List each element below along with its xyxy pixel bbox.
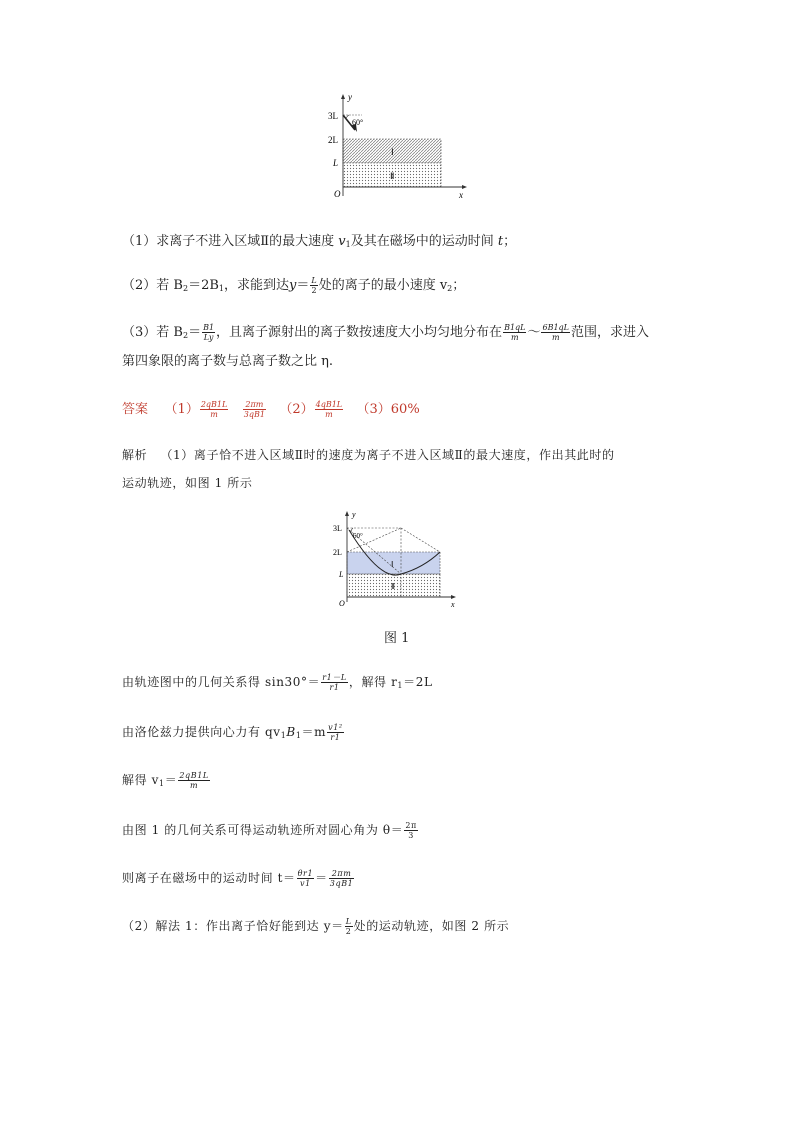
fraction: $\frac{\theta r1}{v1}$ xyxy=(297,869,314,888)
fraction: $\frac{r1-L}{r1}$ xyxy=(322,673,347,692)
step-5: 则离子在磁场中的运动时间 t＝ $\frac{\theta r1}{v1}$ ＝ $\frac{2\pi m}{3qB1}$ xyxy=(122,869,354,888)
tick-L: L xyxy=(339,570,344,579)
question-3-line1: （3）若 $B_2=$ $\frac{B1}{Ly}$ ，且离子源射出的离子数按速度大小均匀地分布在 $\frac{B1qL}{m}$ ～ $\frac{6B1qL}{m}$ 范围，求进入 xyxy=(122,323,649,342)
region-1-label: Ⅰ xyxy=(391,147,394,157)
fraction: $\frac{B1qL}{m}$ xyxy=(504,323,526,342)
fraction: $\frac{4qB1L}{m}$ xyxy=(315,400,343,419)
fraction: $\frac{L}{2}$ xyxy=(311,276,317,295)
step-1: 由轨迹图中的几何关系得 sin30°＝ $\frac{r1-L}{r1}$ ，解得 $r_1=2L$ xyxy=(122,673,433,692)
analysis-line2: 运动轨迹，如图 1 所示 xyxy=(122,476,253,490)
figure-1 xyxy=(333,510,461,610)
analysis-label: 解析 xyxy=(122,448,148,462)
fraction: $\frac{L}{2}$ xyxy=(345,917,352,936)
origin-label: O xyxy=(339,599,345,608)
question-2: （2）若 $B_2=2B_1$，求能到达y＝ $\frac{L}{2}$ 处的离子的最小速度 $v_2$； xyxy=(122,276,466,295)
fraction: $\frac{2qB1L}{m}$ xyxy=(179,771,209,790)
angle-label: 60° xyxy=(352,118,364,127)
fraction: $\frac{\text{v1²}}{r1}$ xyxy=(328,723,343,742)
figure-top xyxy=(322,92,472,204)
angle-label: 60° xyxy=(353,532,363,540)
region-2-label: Ⅱ xyxy=(391,582,395,591)
fraction: $\frac{B1}{Ly}$ xyxy=(203,323,215,342)
fraction: $\frac{6B1qL}{m}$ xyxy=(542,323,569,342)
x-label: x xyxy=(451,600,455,609)
question-1: （1）求离子不进入区域Ⅱ的最大速度 $v_1$及其在磁场中的运动时间 t； xyxy=(122,234,517,249)
fraction: $\frac{2\pi m}{3qB1}$ xyxy=(243,400,265,419)
x-label: x xyxy=(459,190,463,200)
question-3-line2: 第四象限的离子数与总离子数之比 η. xyxy=(122,354,334,369)
tick-2L: 2L xyxy=(328,135,338,145)
step-6: （2）解法 1：作出离子恰好能到达 y＝ $\frac{L}{2}$ 处的运动轨迹，如图 2 所示 xyxy=(122,917,510,936)
figure-1-caption: 图 1 xyxy=(384,631,410,646)
origin-label: O xyxy=(334,189,341,199)
fraction: $\frac{2qB1L}{m}$ xyxy=(200,400,228,419)
y-label: y xyxy=(348,92,352,102)
region-2-label: Ⅱ xyxy=(390,171,395,181)
answer-line: 答案 （1） $\frac{2qB1L}{m}$ $\frac{2\pi m}{3qB1}$ （2） $\frac{4qB1L}{m}$ （3）60% xyxy=(122,400,420,419)
step-3: 解得 $v_1=$ $\frac{2qB1L}{m}$ xyxy=(122,771,209,790)
tick-3L: 3L xyxy=(333,524,342,533)
fraction: $\frac{2\pi}{3}$ xyxy=(405,821,417,840)
step-4: 由图 1 的几何关系可得运动轨迹所对圆心角为 θ＝ $\frac{2\pi}{3}$ xyxy=(122,821,417,840)
answer-label: 答案 xyxy=(122,402,149,417)
analysis-line1: 解析 （1）离子恰不进入区域Ⅱ时的速度为离子不进入区域Ⅱ的最大速度，作出其此时的 xyxy=(122,448,615,462)
fraction: $\frac{2\pi m}{3qB1}$ xyxy=(329,869,354,888)
y-label: y xyxy=(352,510,356,519)
tick-3L: 3L xyxy=(328,111,338,121)
tick-L: L xyxy=(333,158,339,168)
region-1-label: Ⅰ xyxy=(391,560,394,569)
step-2: 由洛伦兹力提供向心力有 $qv_1B_1=m$ $\frac{\text{v1²}}{r1}$ xyxy=(122,723,343,742)
tick-2L: 2L xyxy=(333,548,342,557)
